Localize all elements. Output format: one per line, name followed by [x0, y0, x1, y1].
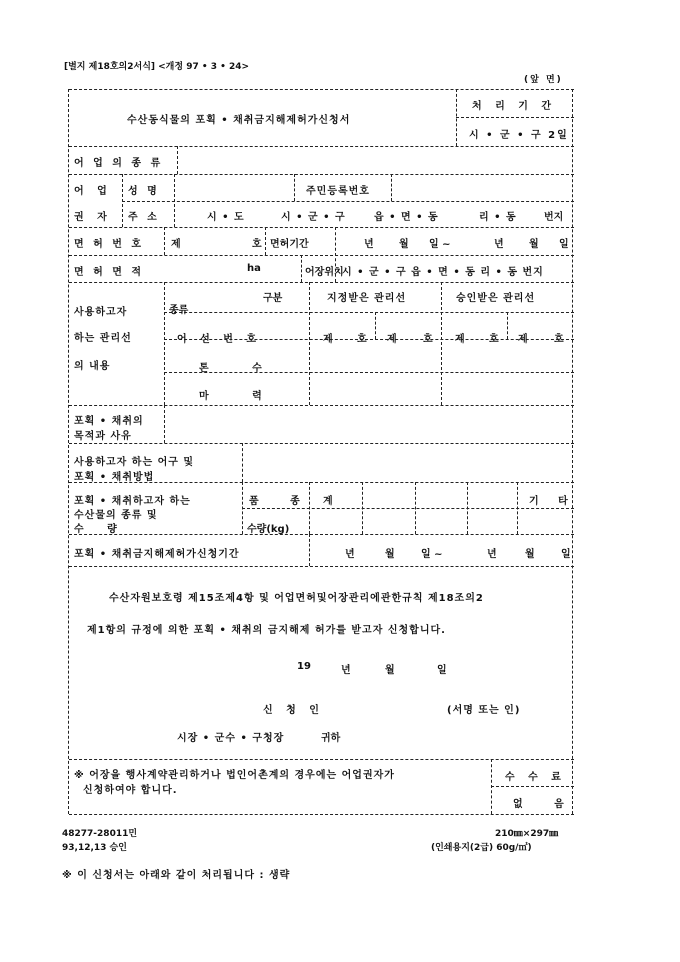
fee-label: 수 수 료: [505, 772, 566, 783]
vessel-label-3: 의 내용: [74, 361, 111, 372]
designated-no-suffix-1: 호: [357, 334, 367, 345]
right-holder-label-2: 권 자: [74, 212, 112, 223]
license-period-label: 면허기간: [270, 239, 309, 250]
type-header: 종류: [169, 305, 189, 316]
total-label: 계: [323, 496, 333, 507]
business-type-label: 어 업 의 종 류: [74, 158, 164, 169]
date-month: 월: [385, 665, 395, 676]
designated-no-prefix-1: 제: [323, 334, 333, 345]
boat-number-label: 어 선 번 호: [177, 334, 262, 345]
request-start-day: 일 ~: [421, 549, 443, 560]
address-town: 읍 • 면 • 동: [374, 212, 439, 223]
note-line-1: ※ 어장을 행사계약관리하거나 법인어촌계의 경우에는 어업권자가: [74, 770, 395, 781]
approved-no-prefix-2: 제: [518, 334, 528, 345]
license-number-label: 면 허 번 호: [74, 239, 145, 250]
signature-label: (서명 또는 인): [447, 705, 521, 716]
designated-no-suffix-2: 호: [423, 334, 433, 345]
right-holder-label: 어 업: [74, 186, 112, 197]
processing-period-value: 시 • 군 • 구 2일: [469, 130, 569, 141]
approved-no-suffix-1: 호: [489, 334, 499, 345]
request-end-year: 년: [487, 549, 497, 560]
license-end-day: 일: [559, 239, 569, 250]
purpose-label-1: 포획 • 채취의: [74, 416, 144, 427]
address-lot: 번지: [544, 212, 564, 223]
page-side: (앞 면): [524, 75, 563, 85]
license-start-year: 년: [364, 239, 374, 250]
addressee: 시장 • 군수 • 구청장: [177, 733, 285, 744]
license-end-year: 년: [494, 239, 504, 250]
gear-label-2: 포획 • 채취방법: [74, 472, 155, 483]
quantity-label: 수량(kg): [247, 524, 290, 535]
name-label: 성 명: [128, 186, 160, 197]
other-label: 기 타: [529, 496, 576, 507]
date-century: 19: [297, 661, 311, 672]
resident-number-label: 주민등록번호: [306, 186, 370, 197]
fishery-location-label: 어장위치: [305, 267, 344, 278]
request-period-label: 포획 • 채취금지해제허가신청기간: [74, 549, 240, 560]
application-form: [68, 89, 578, 814]
vessel-label-1: 사용하고자: [74, 307, 128, 318]
form-title: 수산동식물의 포획 • 채취금지해제허가신청서: [127, 115, 351, 126]
statement-line-2: 제1항의 규정에 의한 포획 • 채취의 금지해제 허가를 받고자 신청합니다.: [87, 625, 446, 636]
license-end-month: 월: [529, 239, 539, 250]
division-header: 구분: [263, 293, 283, 304]
fee-value: 없 음: [513, 799, 578, 810]
approved-no-suffix-2: 호: [554, 334, 564, 345]
processing-period-label: 처 리 기 간: [472, 101, 557, 112]
request-end-month: 월: [525, 549, 535, 560]
kind-label: 품 종: [249, 496, 314, 507]
species-label-1: 포획 • 채취하고자 하는: [74, 496, 191, 507]
area-unit: ha: [247, 263, 261, 274]
designated-vessel-header: 지정받은 관리선: [327, 293, 407, 304]
vessel-label-2: 하는 관리선: [74, 333, 132, 344]
purpose-label-2: 목적과 사유: [74, 431, 132, 442]
species-label-2: 수산물의 종류 및: [74, 510, 158, 521]
statement-line-1: 수산자원보호령 제15조제4항 및 어업면허및어장관리에관한규칙 제18조의2: [109, 593, 484, 604]
license-start-day: 일 ~: [429, 239, 451, 250]
species-label-3: 수 량: [74, 524, 127, 535]
request-start-year: 년: [345, 549, 355, 560]
honorific: 귀하: [321, 733, 341, 744]
paper-spec: (인쇄용지(2급) 60g/㎡): [431, 843, 532, 853]
form-reference: [별지 제18호의2서식] <개정 97 • 3 • 24>: [64, 62, 250, 72]
address-label: 주 소: [128, 212, 160, 223]
applicant-label: 신 청 인: [263, 705, 324, 716]
paper-size: 210㎜×297㎜: [495, 829, 559, 839]
designated-no-prefix-2: 제: [387, 334, 397, 345]
processing-note: ※ 이 신청서는 아래와 같이 처리됩니다 : 생략: [62, 870, 291, 881]
request-start-month: 월: [385, 549, 395, 560]
license-area-label: 면 허 면 적: [74, 267, 145, 278]
fishery-location-value: 시 • 군 • 구 읍 • 면 • 동 리 • 동 번지: [342, 267, 544, 278]
license-start-month: 월: [399, 239, 409, 250]
address-province: 시 • 도: [207, 212, 245, 223]
form-code: 48277-28011민: [62, 829, 138, 839]
request-end-day: 일: [561, 549, 571, 560]
note-line-2: 신청하여야 합니다.: [83, 785, 178, 796]
approved-vessel-header: 승인받은 관리선: [456, 293, 536, 304]
horsepower-label: 마 력: [199, 391, 282, 402]
tonnage-label: 톤 수: [199, 363, 282, 374]
address-city: 시 • 군 • 구: [281, 212, 346, 223]
date-day: 일: [437, 665, 447, 676]
address-village: 리 • 동: [479, 212, 517, 223]
gear-label-1: 사용하고자 하는 어구 및: [74, 457, 195, 468]
approved-no-prefix-1: 제: [455, 334, 465, 345]
license-number-suffix: 호: [252, 239, 262, 250]
license-number-prefix: 제: [171, 239, 181, 250]
date-year: 년: [341, 665, 351, 676]
approval-date: 93,12,13 승인: [62, 843, 127, 853]
